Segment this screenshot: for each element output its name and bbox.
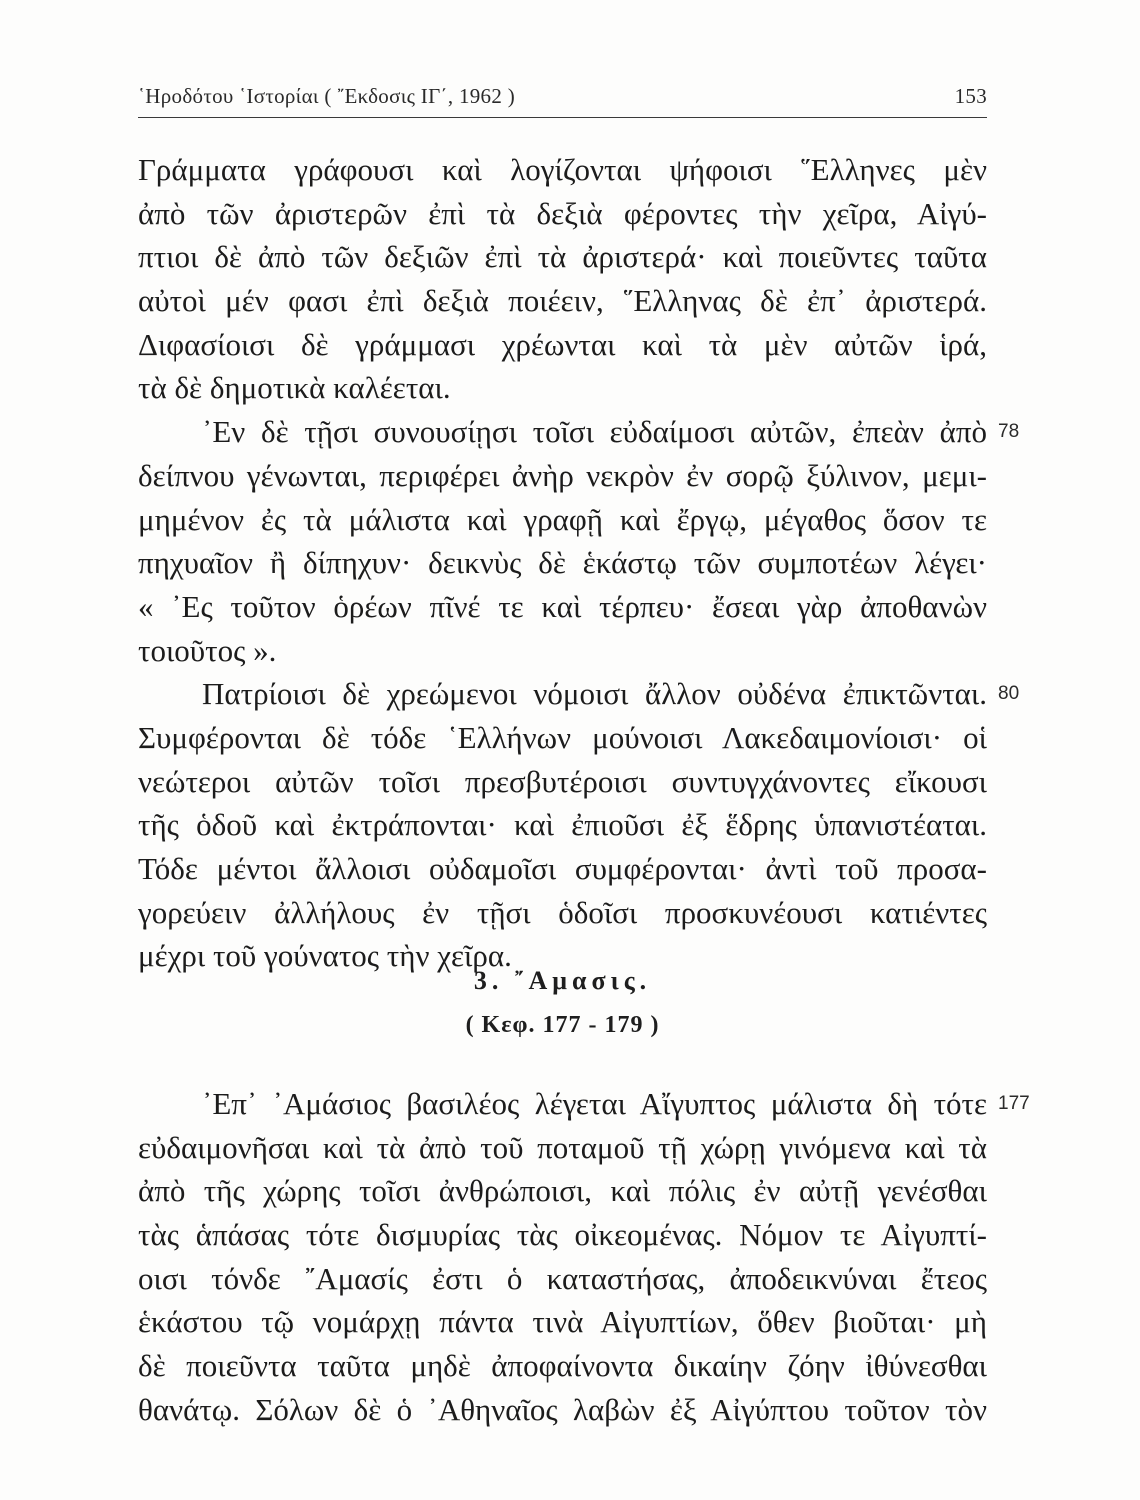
running-head-title: ῾Ηροδότου ῾Ιστορίαι ( ῎Εκδοσις ΙΓ΄, 1962 ) — [138, 84, 515, 108]
text-line-content: τοιοῦτος ». — [138, 632, 277, 668]
text-line — [138, 1257, 987, 1301]
text-line-content: Γράμματα γράφουσι καὶ λογίζονται ψήφοισι ῞Ελληνες μὲν — [138, 152, 987, 187]
text-line-content: οισι τόνδε ῎Αμασίς ἐστι ὁ καταστήσας, ἀποδεικνύναι ἔτεος — [138, 1260, 987, 1296]
marginal-section-number: 80 — [998, 683, 1020, 705]
text-line — [138, 148, 987, 192]
text-line-content: μέχρι τοῦ γούνατος τὴν χεῖρα. — [138, 938, 512, 974]
text-line-content: τῆς ὁδοῦ καὶ ἐκτράπονται· καὶ ἐπιοῦσι ἐξ ἕδρης ὑπανιστέαται. — [138, 807, 987, 843]
text-block-2 — [138, 1082, 1030, 1432]
text-line — [138, 323, 987, 367]
text-line-content: ᾿Εν δὲ τῇσι συνουσίῃσι τοῖσι εὐδαίμοσι αὐτῶν, ἐπεὰν ἀπὸ — [202, 414, 987, 450]
text-line — [138, 1388, 987, 1432]
text-line-content: Συμφέρονται δὲ τόδε ῾Ελλήνων μούνοισι Λακεδαιμονίοισι· οἱ — [138, 719, 987, 755]
text-line — [138, 235, 987, 279]
text-line-content: πηχυαῖον ἢ δίπηχυν· δεικνὺς δὲ ἑκάστῳ τῶν συμποτέων λέγει· — [138, 545, 987, 581]
text-line — [138, 585, 987, 629]
text-line-content: εὐδαιμονῆσαι καὶ τὰ ἀπὸ τοῦ ποταμοῦ τῇ χώρῃ γινόμενα καὶ τὰ — [138, 1129, 987, 1165]
section-subheading: ( Κεφ. 177 - 179 ) — [465, 1012, 660, 1038]
text-line — [138, 1082, 1030, 1126]
text-line — [138, 498, 987, 542]
text-line-content: ἀπὸ τῶν ἀριστερῶν ἐπὶ τὰ δεξιὰ φέροντες τὴν χεῖρα, Αἰγύ- — [138, 195, 987, 231]
text-line — [138, 279, 987, 323]
text-line-content: δείπνου γένωνται, περιφέρει ἀνὴρ νεκρὸν ἐν σορῷ ξύλινον, μεμι- — [138, 457, 987, 493]
text-line — [138, 541, 987, 585]
text-line — [138, 366, 987, 410]
text-line-content: αὐτοὶ μέν φασι ἐπὶ δεξιὰ ποιέειν, ῞Ελληνας δὲ ἐπ᾿ ἀριστερά. — [138, 283, 987, 319]
text-line-content: τὰ δὲ δημοτικὰ καλέεται. — [138, 370, 451, 406]
text-line-content: νεώτεροι αὐτῶν τοῖσι πρεσβυτέροισι συντυγχάνοντες εἴκουσι — [138, 763, 987, 799]
text-line — [138, 891, 987, 935]
text-block-1 — [138, 148, 1020, 978]
text-line — [138, 803, 987, 847]
text-line-content: « ᾿Ες τοῦτον ὁρέων πῖνέ τε καὶ τέρπευ· ἔσεαι γὰρ ἀποθανὼν — [138, 588, 987, 624]
text-line — [138, 192, 987, 236]
text-line — [138, 454, 987, 498]
text-line — [138, 629, 987, 673]
text-line — [138, 1344, 987, 1388]
text-line — [138, 716, 987, 760]
text-line-content: ἑκάστου τῷ νομάρχῃ πάντα τινὰ Αἰγυπτίων, ὅθεν βιοῦται· μὴ — [138, 1304, 987, 1340]
text-line — [138, 1126, 987, 1170]
section-heading: 3. ῎Αμασις. — [473, 966, 652, 995]
text-line-content: ᾿Επ᾿ ᾿Αμάσιος βασιλέος λέγεται Αἴγυπτος μάλιστα δὴ τότε — [202, 1086, 987, 1121]
text-line-content: γορεύειν ἀλλήλους ἐν τῇσι ὁδοῖσι προσκυνέουσι κατιέντες — [138, 894, 987, 930]
text-line — [138, 760, 987, 804]
text-line — [138, 1300, 987, 1344]
page-number: 153 — [954, 84, 987, 108]
text-line-content: θανάτῳ. Σόλων δὲ ὁ ᾿Αθηναῖος λαβὼν ἐξ Αἰγύπτου τοῦτον τὸν — [138, 1391, 987, 1427]
header-rule — [138, 117, 987, 118]
text-line-content: δὲ ποιεῦντα ταῦτα μηδὲ ἀποφαίνοντα δικαίην ζόην ἰθύνεσθαι — [138, 1348, 987, 1384]
marginal-section-number: 177 — [998, 1093, 1030, 1114]
text-line-content: πτιοι δὲ ἀπὸ τῶν δεξιῶν ἐπὶ τὰ ἀριστερά· καὶ ποιεῦντες ταῦτα — [138, 239, 987, 275]
text-line — [138, 847, 987, 891]
text-line-content: μημένον ἐς τὰ μάλιστα καὶ γραφῇ καὶ ἔργῳ, μέγαθος ὅσον τε — [138, 501, 987, 537]
marginal-section-number: 78 — [998, 421, 1020, 443]
text-line-content: τὰς ἁπάσας τότε δισμυρίας τὰς οἰκεομένας. Νόμον τε Αἰγυπτί- — [138, 1217, 987, 1253]
text-line-content: ἀπὸ τῆς χώρης τοῖσι ἀνθρώποισι, καὶ πόλις ἐν αὐτῇ γενέσθαι — [138, 1173, 987, 1209]
text-line — [138, 1169, 987, 1213]
text-line — [138, 1213, 987, 1257]
text-line-content: Πατρίοισι δὲ χρεώμενοι νόμοισι ἄλλον οὐδένα ἐπικτῶνται. — [202, 676, 987, 712]
text-line-content: Τόδε μέντοι ἄλλοισι οὐδαμοῖσι συμφέρονται· ἀντὶ τοῦ προσα- — [138, 851, 987, 886]
text-line-content: Διφασίοισι δὲ γράμμασι χρέωνται καὶ τὰ μὲν αὐτῶν ἱρά, — [138, 326, 987, 362]
text-line — [138, 672, 1020, 716]
running-head — [138, 84, 987, 109]
text-line — [138, 410, 1020, 454]
